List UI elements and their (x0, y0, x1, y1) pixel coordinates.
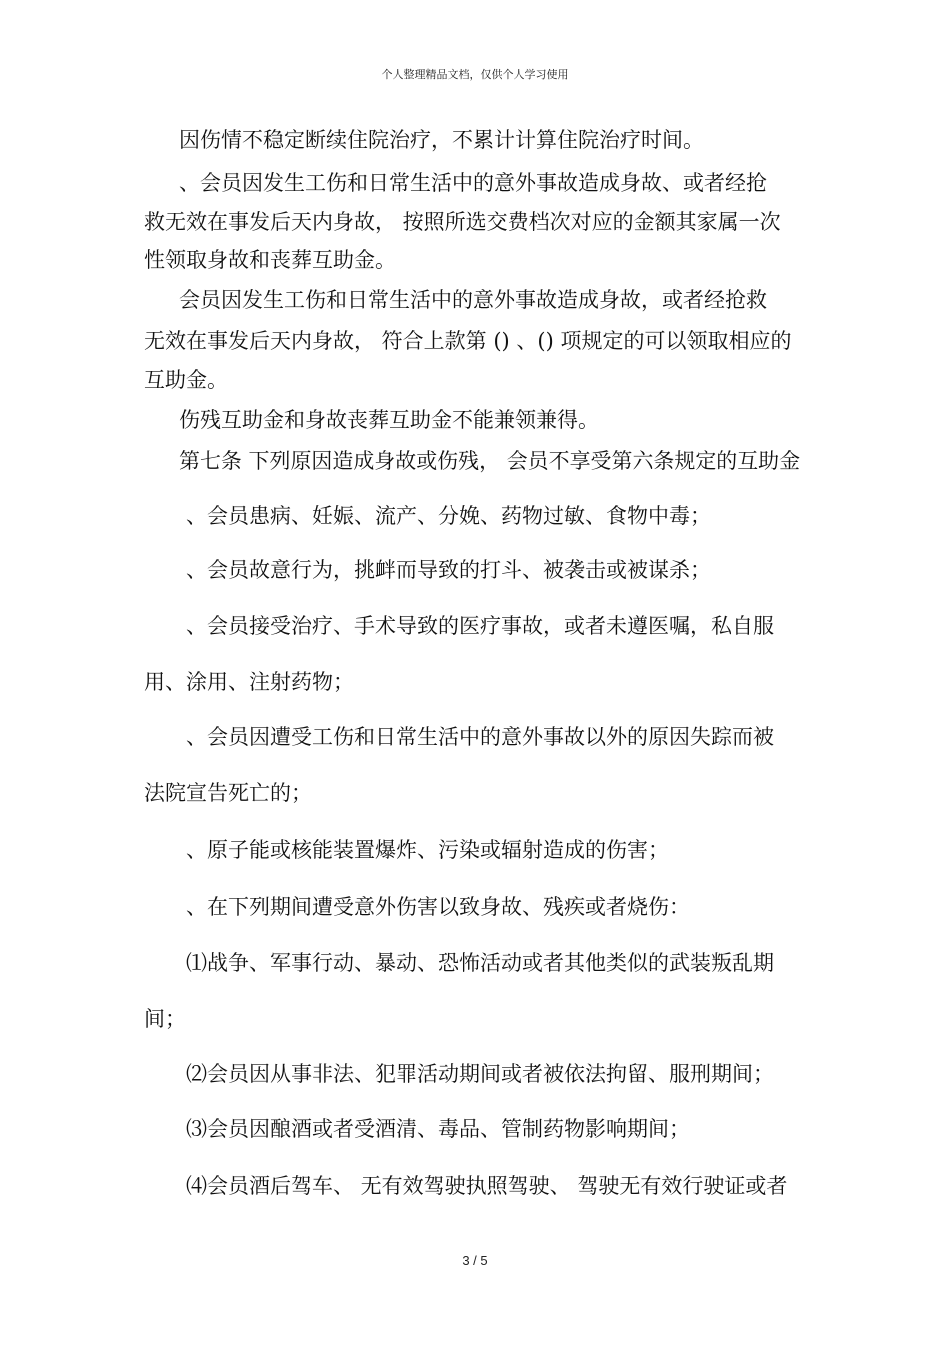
page-number: 3 / 5 (462, 1253, 488, 1268)
text-line: ⑶会员因酿酒或者受酒清、毒品、管制药物影响期间； (186, 1117, 690, 1141)
text-line: 、会员故意行为，挑衅而导致的打斗、被袭击或被谋杀； (186, 558, 711, 582)
page-header: 个人整理精品文档，仅供个人学习使用 (381, 68, 569, 81)
text-line: 性领取身故和丧葬互助金。 (144, 248, 396, 272)
text-line: 伤残互助金和身故丧葬互助金不能兼领兼得。 (179, 408, 599, 432)
text-line: 、会员接受治疗、手术导致的医疗事故，或者未遵医嘱，私自服 (186, 614, 774, 638)
text-line: 因伤情不稳定断续住院治疗，不累计计算住院治疗时间。 (179, 128, 704, 152)
text-line: 、会员因发生工伤和日常生活中的意外事故造成身故、或者经抢 (179, 171, 767, 195)
text-line: 第七条 下列原因造成身故或伤残， 会员不享受第六条规定的互助金 (179, 449, 801, 473)
text-line: 救无效在事发后天内身故， 按照所选交费档次对应的金额其家属一次 (144, 210, 781, 234)
text-line: 、原子能或核能装置爆炸、污染或辐射造成的伤害； (186, 838, 669, 862)
text-line: 、会员因遭受工伤和日常生活中的意外事故以外的原因失踪而被 (186, 725, 774, 749)
text-line: 用、涂用、注射药物； (144, 670, 354, 694)
text-line: 、会员患病、妊娠、流产、分娩、药物过敏、食物中毒； (186, 504, 711, 528)
text-line: 间； (144, 1007, 186, 1031)
text-line: ⑷会员酒后驾车、 无有效驾驶执照驾驶、 驾驶无有效行驶证或者 (186, 1174, 788, 1198)
text-line: 无效在事发后天内身故， 符合上款第 () 、() 项规定的可以领取相应的 (144, 329, 792, 353)
text-line: ⑴战争、军事行动、暴动、恐怖活动或者其他类似的武装叛乱期 (186, 951, 774, 975)
text-line: 法院宣告死亡的； (144, 781, 312, 805)
text-line: ⑵会员因从事非法、犯罪活动期间或者被依法拘留、服刑期间； (186, 1062, 774, 1086)
text-line: 、在下列期间遭受意外伤害以致身故、残疾或者烧伤： (186, 895, 690, 919)
text-line: 互助金。 (144, 368, 228, 392)
text-line: 会员因发生工伤和日常生活中的意外事故造成身故，或者经抢救 (179, 288, 767, 312)
